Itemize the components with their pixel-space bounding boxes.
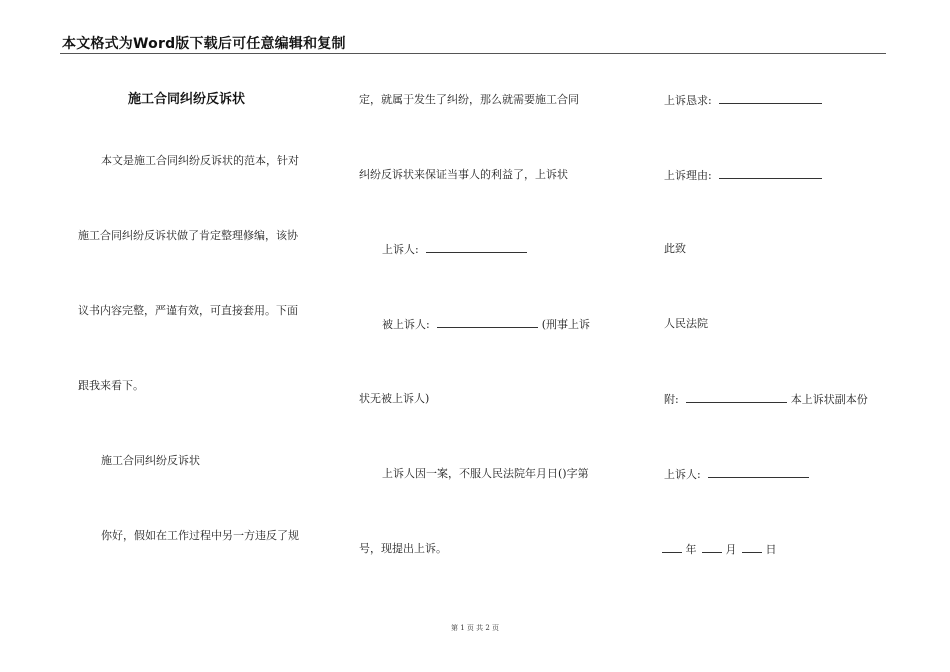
month-blank[interactable] [702,542,722,553]
appellant-label: 上诉人: [382,243,419,256]
attachment-blank[interactable] [686,392,787,403]
salutation: 此致 [664,242,686,255]
appellee-label: 被上诉人: [382,318,430,331]
attachment-suffix: 本上诉状副本份 [790,393,868,406]
intro-line-4: 跟我来看下。 [78,379,144,392]
appellant-blank[interactable] [426,242,527,253]
signature-field [664,467,809,482]
date-field [662,542,777,557]
case-line-end: 号，现提出上诉。 [359,542,447,555]
page-header-title: 本文格式为Word版下载后可任意编辑和复制 [62,36,346,52]
year-blank[interactable] [662,542,682,553]
day-blank[interactable] [742,542,762,553]
intro-line-2: 施工合同纠纷反诉状做了肯定整理修编，该协 [78,229,298,242]
appellant-field [382,242,527,257]
appellee-note: (刑事上诉 [541,318,591,331]
month-label: 月 [725,543,737,556]
reason-blank[interactable] [719,168,822,179]
day-label: 日 [765,543,777,556]
request-field [664,93,822,108]
reason-label: 上诉理由: [664,169,712,182]
appellee-blank[interactable] [437,317,538,328]
appellee-field [382,317,590,332]
paragraph-start: 你好，假如在工作过程中另一方违反了规 [101,529,299,542]
court-name: 人民法院 [664,317,708,330]
header-divider [60,53,886,54]
page-number: 第 1 页 共 2 页 [450,624,500,632]
reason-field [664,168,822,183]
appellee-note-continued: 状无被上诉人) [359,392,430,405]
attachment-label: 附: [664,393,679,406]
continuation-line-1: 定，就属于发生了纠纷，那么就需要施工合同 [359,93,579,106]
subtitle: 施工合同纠纷反诉状 [101,454,200,467]
continuation-line-2: 纠纷反诉状来保证当事人的利益了，上诉状 [359,168,568,181]
intro-line-1: 本文是施工合同纠纷反诉状的范本，针对 [101,154,299,167]
year-label: 年 [685,543,697,556]
attachment-field [664,392,868,407]
request-blank[interactable] [719,93,822,104]
request-label: 上诉恳求: [664,94,712,107]
signature-blank[interactable] [708,467,809,478]
document-title: 施工合同纠纷反诉状 [128,92,246,107]
intro-line-3: 议书内容完整，严谨有效，可直接套用。下面 [78,304,298,317]
case-line: 上诉人因一案，不服人民法院年月日()字第 [382,467,589,480]
signature-label: 上诉人: [664,468,701,481]
